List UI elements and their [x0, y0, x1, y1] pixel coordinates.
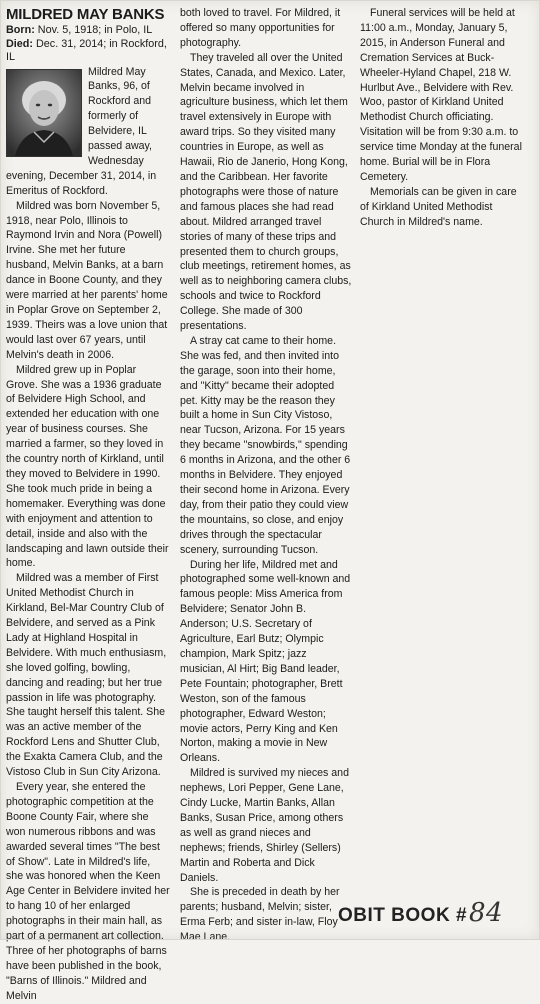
paragraph: A stray cat came to their home. She was fed, and then invited into the garage, soon into their home, and "Kitty" became their adopted pet. Kitty may be the reason they built a home in Sun City Vistoso, near Tucson, Arizona. For 15 years they became "snowbirds," spending 6 months in Arizona, and the other 6 months in Belvidere. They enjoyed their second home in Arizona. Every day, from their patio they could view the mountains, so close, and enjoy drives through the spectacular scenery, surrounding Tucson. — [180, 334, 351, 556]
paragraph: She is preceded in death by her parents; husband, Melvin; sister, Erma Ferb; and sister in-law, Floy Mae Lane. — [180, 886, 340, 944]
portrait-photo — [6, 69, 82, 157]
paragraph: Funeral services will be held at 11:00 a.m., Monday, January 5, 2015, in Anderson Funeral and Cremation Services at Buck-Wheeler-Hyland Chapel, 218 W. Hurlbut Ave., Belvidere with Rev. Woo, pastor of Kirkland United Methodist Church officiating. Visitation will be from 9:30 a.m. to service time Monday at the funeral home. Burial will be in Flora Cemetery. — [360, 7, 522, 183]
died-value: Dec. 31, 2014; in Rockford, IL — [6, 37, 167, 63]
obituary-name: MILDRED MAY BANKS — [6, 6, 165, 23]
born-line — [6, 24, 170, 38]
born-label: Born: — [6, 24, 35, 36]
handwritten-number: 84 — [469, 898, 504, 928]
paragraph: Every year, she entered the photographic competition at the Boone County Fair, where she won numerous ribbons and was awarded several times "The best of Show". Late in Mildred's life, she was honored when the Keen Age Center in Belvidere invited her to hang 10 of her enlarged photographs in their main hall, as part of a permanent art collection. Three of her photographs of barns have been published in the book, "Barns of Illinois." Mildred and Melvin — [6, 781, 170, 1002]
paragraph: Memorials can be given in care of Kirkland United Methodist Church in Mildred's name. — [360, 185, 517, 228]
column-1 — [6, 6, 170, 1004]
died-line — [6, 38, 170, 65]
column-3 — [360, 6, 528, 230]
paragraph: both loved to travel. For Mildred, it offered so many opportunities for photography. — [180, 7, 341, 49]
paragraph: During her life, Mildred met and photographed some well-known and famous people: Miss America from Belvidere; Senator John B. Anderson; U.S. Secretary of Agriculture, Earl Butz; Olympic champion, Mark Spitz; jazz musician, Al Hirt; Big Band leader, Pete Fountain; photographer, Brett Weston, son of the famous photographer, Edward Weston; movie actors, Perry King and Ken Norton, making a movie in New Orleans. — [180, 558, 351, 765]
obit-book-text: OBIT BOOK # — [338, 905, 468, 926]
paragraph: Mildred was a member of First United Methodist Church in Kirkland, Bel-Mar Country Club of Belvidere, and served as a Pink Lady at Highland Hospital in Belvidere. With much enthusiasm, she loved golfing, bowling, dancing and reading; but her true passion in life was photography. She taught herself this talent. She was an active member of the Rockford Lens and Shutter Club, the Exakta Camera Club, and the Vistoso Club in Sun City Arizona. — [6, 572, 167, 779]
died-label: Died: — [6, 37, 33, 50]
paragraph: They traveled all over the United States, Canada, and Mexico. Later, Melvin became involved in agriculture business, which let them travel extensively in Europe with award trips. So they visited many countries in Europe, as well as Hawaii, Rio de Janerio, Hong Kong, and the Caribbean. Her favorite photographs were those of nature and famous places she had read about. Mildred arranged travel stories of many of these trips and presented them to church groups, club meetings, retirement homes, as well as to neighboring camera clubs, schools and twice to Rockford College. She made of 300 presentations. — [180, 51, 352, 333]
obit-book-label — [338, 898, 503, 928]
paragraph: Mildred is survived my nieces and nephews, Lori Pepper, Gene Lane, Cindy Lucke, Martin Banks, Allan Banks, Susan Price, among others as well as grand nieces and nephews; friends, Shirley (Sellers) Martin and Roberta and Dick Daniels. — [180, 767, 349, 884]
born-value: Nov. 5, 1918; in Polo, IL — [37, 24, 153, 36]
paragraph: Mildred grew up in Poplar Grove. She was a 1936 graduate of Belvidere High School, and extended her education with one year of business courses. She married a farmer, so they loved in the country north of Kirkland, until they moved to Belvidere in 1990. She took much pride in being a homemaker. Everything was done with enjoyment and attention to detail, inside and also with the landscaping and lawn outside their home. — [6, 363, 169, 570]
column-2 — [180, 6, 352, 945]
paragraph: Mildred May Banks, 96, of Rockford and formerly of Belvidere, IL passed away, Wednesday evening, December 31, 2014, in Emeritus of Rockford. — [6, 65, 157, 197]
portrait-photo-image — [6, 69, 82, 157]
paragraph: Mildred was born November 5, 1918, near Polo, Illinois to Raymond Irvin and Nora (Powell) Irvine. She met her future husband, Melvin Banks, at a barn dance in Boone County, and they were married at her parents' home in Poplar Grove on September 2, 1939. Theirs was a love union that would last over 67 years, until Melvin's death in 2006. — [6, 199, 168, 361]
